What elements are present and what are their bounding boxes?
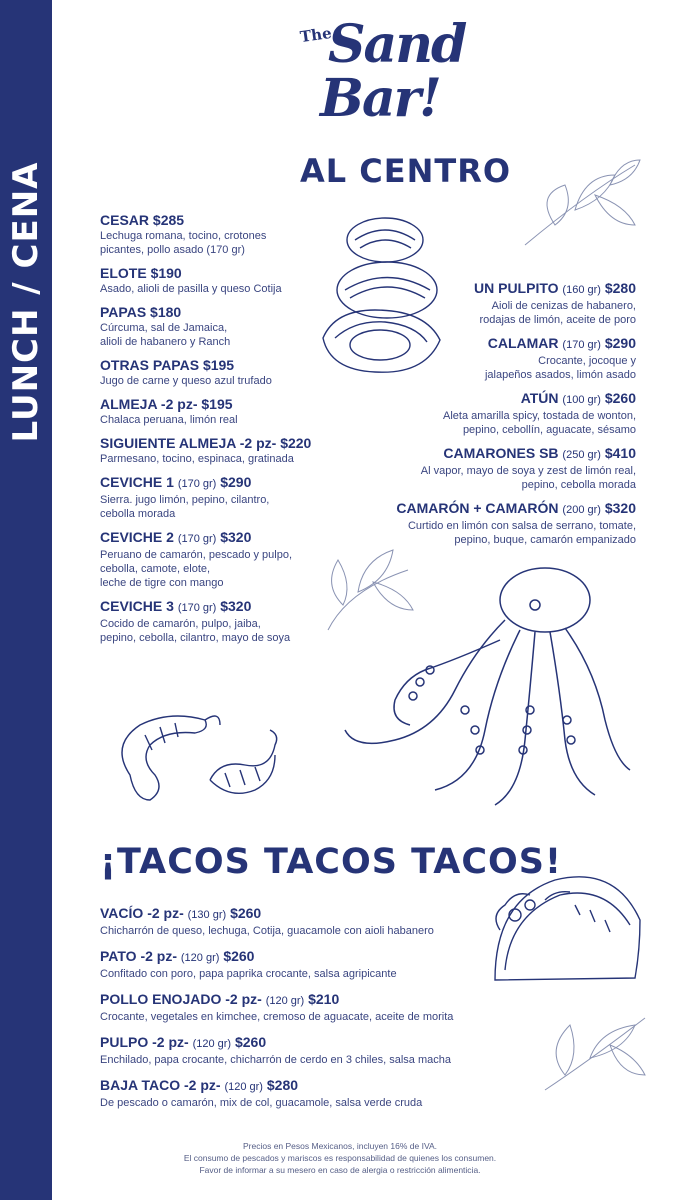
item-name: PAPAS <box>100 304 147 320</box>
item-description: leche de tigre con mango <box>100 577 224 589</box>
item-price: $260 <box>230 905 262 921</box>
item-description: De pescado o camarón, mix de col, guacamole, salsa verde cruda <box>100 1097 423 1109</box>
taco-item <box>100 905 520 938</box>
item-weight: (130 gr) <box>187 909 227 921</box>
item-description: picantes, pollo asado (170 gr) <box>100 244 245 256</box>
item-description: alioli de habanero y Ranch <box>100 336 231 348</box>
item-description: Lechuga romana, tocino, crotones <box>100 230 267 242</box>
item-name: CEVICHE 1 <box>100 474 174 490</box>
footer-line: El consumo de pescados y mariscos es responsabilidad de quienes los consumen. <box>183 1153 497 1163</box>
item-description: Crocante, vegetales en kimchee, cremoso de aguacate, aceite de morita <box>100 1011 454 1023</box>
item-description: Aleta amarilla spicy, tostada de wonton, <box>442 410 636 422</box>
clam-illustration <box>315 210 445 385</box>
leaf-illustration-top <box>515 155 645 255</box>
menu-item <box>336 390 636 437</box>
logo-the: The <box>298 23 333 47</box>
item-description: Cúrcuma, sal de Jamaica, <box>100 322 228 334</box>
item-weight: (170 gr) <box>177 533 217 545</box>
item-name: CEVICHE 3 <box>100 598 174 614</box>
item-name: CAMARÓN + CAMARÓN <box>396 500 559 516</box>
item-weight: (120 gr) <box>180 952 220 964</box>
item-description: Al vapor, mayo de soya y zest de limón real, <box>420 465 636 477</box>
item-description: pepino, cebolla, cilantro, mayo de soya <box>100 632 291 644</box>
item-description: Chicharrón de queso, lechuga, Cotija, guacamole con aioli habanero <box>100 925 434 937</box>
item-title <box>100 1077 520 1096</box>
taco-item <box>100 948 520 981</box>
item-price: $260 <box>234 1034 267 1050</box>
item-price: $280 <box>604 280 636 296</box>
item-description: cebolla, camote, elote, <box>100 563 211 575</box>
taco-item <box>100 1077 520 1110</box>
item-description: cebolla morada <box>100 508 176 520</box>
item-description: Jugo de carne y queso azul trufado <box>100 375 272 387</box>
logo-bar: Bar! <box>320 68 440 129</box>
item-description: rodajas de limón, aceite de poro <box>479 314 636 326</box>
item-description: pepino, cebolla morada <box>521 479 636 491</box>
item-description: Cocido de camarón, pulpo, jaiba, <box>100 618 261 630</box>
item-description: Curtido en limón con salsa de serrano, tomate, <box>407 520 636 532</box>
item-price: $210 <box>308 991 340 1007</box>
item-price: $220 <box>280 435 312 451</box>
item-title <box>100 948 520 967</box>
item-price: $260 <box>223 948 255 964</box>
item-price: $280 <box>266 1077 299 1093</box>
leaf-illustration-bottom <box>540 1010 650 1095</box>
item-price: $195 <box>201 396 233 412</box>
item-name: PATO -2 pz- <box>100 948 177 964</box>
item-title <box>100 991 520 1010</box>
item-title <box>336 500 636 519</box>
tacos-menu-column <box>100 905 520 1120</box>
item-price: $190 <box>150 265 182 281</box>
item-weight: (250 gr) <box>562 449 601 461</box>
item-name: ELOTE <box>100 265 147 281</box>
item-description: jalapeños asados, limón asado <box>484 369 636 381</box>
item-description: Sierra. jugo limón, pepino, cilantro, <box>100 494 270 506</box>
menu-item <box>336 445 636 492</box>
item-weight: (170 gr) <box>177 478 217 490</box>
side-label: LUNCH / CENA <box>6 161 46 443</box>
item-description: Peruano de camarón, pescado y pulpo, <box>100 549 293 561</box>
section-title-centro: AL CENTRO <box>300 152 512 190</box>
item-description: pepino, buque, camarón empanizado <box>454 534 636 546</box>
item-name: SIGUIENTE ALMEJA -2 pz- <box>100 435 277 451</box>
footer-line: Favor de informar a su mesero en caso de alergia o restricción alimenticia. <box>199 1165 481 1175</box>
item-description: Chalaca peruana, limón real <box>100 414 238 426</box>
item-weight: (170 gr) <box>562 339 601 351</box>
item-name: CEVICHE 2 <box>100 529 174 545</box>
item-name: CALAMAR <box>487 335 559 351</box>
taco-item <box>100 1034 520 1067</box>
item-price: $260 <box>604 390 636 406</box>
item-title <box>100 905 520 924</box>
logo <box>292 12 466 130</box>
item-name: BAJA TACO -2 pz- <box>100 1077 221 1093</box>
item-name: CESAR <box>100 212 150 228</box>
item-description: Crocante, jocoque y <box>538 355 636 367</box>
item-name: CAMARONES SB <box>443 445 559 461</box>
item-price: $195 <box>202 357 235 373</box>
item-description: Confitado con poro, papa paprika crocante, salsa agripicante <box>100 968 397 980</box>
item-description: pepino, cebollín, aguacate, sésamo <box>462 424 636 436</box>
shrimp-illustration <box>110 705 285 810</box>
item-description: Enchilado, papa crocante, chicharrón de cerdo en 3 chiles, salsa macha <box>100 1054 451 1066</box>
item-name: OTRAS PAPAS <box>100 357 200 373</box>
item-price: $320 <box>220 529 252 545</box>
logo-sand: Sand <box>328 14 466 75</box>
item-price: $410 <box>604 445 636 461</box>
taco-item <box>100 991 520 1024</box>
item-price: $320 <box>220 598 252 614</box>
item-title <box>100 1034 520 1053</box>
footer-notes <box>150 1140 530 1176</box>
item-price: $290 <box>604 335 636 351</box>
item-weight: (160 gr) <box>562 284 601 296</box>
taco-illustration <box>485 870 645 990</box>
item-name: UN PULPITO <box>474 280 559 296</box>
octopus-illustration <box>335 560 635 815</box>
item-price: $290 <box>220 474 252 490</box>
item-price: $320 <box>604 500 636 516</box>
item-weight: (200 gr) <box>562 504 601 516</box>
item-weight: (120 gr) <box>224 1081 263 1093</box>
section-title-tacos: ¡TACOS TACOS TACOS! <box>100 842 562 882</box>
item-name: PULPO -2 pz- <box>100 1034 189 1050</box>
item-name: VACÍO -2 pz- <box>100 905 184 921</box>
item-weight: (170 gr) <box>177 602 217 614</box>
item-name: ALMEJA -2 pz- <box>100 396 198 412</box>
item-weight: (120 gr) <box>192 1038 232 1050</box>
item-name: POLLO ENOJADO -2 pz- <box>100 991 262 1007</box>
item-name: ATÚN <box>520 390 559 406</box>
item-weight: (100 gr) <box>562 394 601 406</box>
item-description: Aioli de cenizas de habanero, <box>491 300 636 312</box>
item-title <box>336 445 636 464</box>
item-description: Parmesano, tocino, espinaca, gratinada <box>100 453 294 465</box>
item-weight: (120 gr) <box>265 995 305 1007</box>
footer-line: Precios en Pesos Mexicanos, incluyen 16% de IVA. <box>242 1141 438 1151</box>
item-price: $180 <box>150 304 182 320</box>
item-description: Asado, alioli de pasilla y queso Cotija <box>100 283 282 295</box>
item-price: $285 <box>152 212 185 228</box>
item-title <box>336 390 636 409</box>
